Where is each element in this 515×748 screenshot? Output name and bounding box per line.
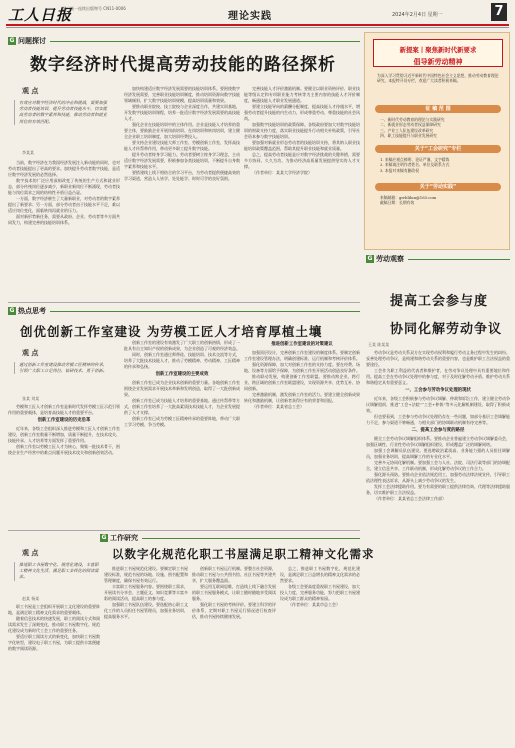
article1-column-3: 完善技能人才评价激励机制。要健全以职业资格评价、职业技能等级认定和专项职业能力考核等为主要内容的技能人才评价制度，畅通技能人才职业发展通道。 要建立技能导向的薪酬分配制度，提高技能人才待遇水平，增强劳动者提升技能的内生动力，形成尊重劳动、尊重技能的社会风尚。 加强数字技能培训的政策保障。各级政府要加大对数字技能培训的财政支持力度，落实职业技能提升行动相关补贴政策，引导社会资本参与数字技能培训。 要加强对新就业形态劳动者的技能培训支持，将其纳入职业技能培训政策覆盖范围，帮助其提升职业技能和就业质量。 总之，提高劳动者技能是应对数字经济挑战的关键举措，需要多方协同、久久为功，为推动经济高质量发展提供坚实的人才支撑。 （作者单位：某某大学经济学院） — [244, 86, 360, 175]
newspaper-logo: 工人日报 — [8, 6, 73, 24]
article1-lead — [14, 86, 108, 125]
divider — [8, 530, 360, 531]
article3-lead — [14, 548, 102, 581]
tag-rule — [50, 311, 360, 312]
article1-byline: 李某某 — [22, 150, 34, 155]
tag-label: 问题探讨 — [18, 37, 46, 45]
issue-date: 2024年2月4日 星期一 — [392, 12, 443, 18]
article3-column-2: 推进职工书屋规范化建设。要制定职工书屋建设标准，规范书屋的场地、设施、图书配置和管理制度，确保书屋有效运行。 丰富职工书屋服务内容。要围绕职工需求，开展读书分享会、主题征文、知识竞赛等丰富多彩的阅读活动，提高职工的参与度。 加强职工书屋队伍建设。要选配热心职工文化工作的人员担任书屋管理员，加强业务培训，提高服务水平。 — [104, 566, 188, 619]
article4-headline-line2[interactable]: 协同化解劳动争议 — [390, 322, 503, 337]
article1-column-2: 加快构建适应数字经济发展需要的技能培训体系。要围绕数字经济发展需要，完善职业技能培训制度，推动培训资源向数字技能领域倾斜，扩大数字技能培训规模，提高培训质量和效果。 要推动职业院校、技工院校与企业深度合作，共建实训基地，开发数字技能培训课程，培养一批适应数字经济发展需要的高技能人才。 强化企业在技能培训中的主体作用。企业是技能人才培养的重要主体，要鼓励企业开展岗前培训、在岗培训和转岗培训，建立健全企业职工培训制度，加大培训经费投入。 要支持企业建设技能大师工作室、劳模创新工作室，发挥高技能人才传帮带作用，带动更多职工提升数字技能。 提升劳动者终身学习能力。劳动者要树立终身学习理念，主动适应数字经济发展需要，积极参加各类技能培训，不断提升自身数字素养和技能水平。 要搭建线上线下相结合的学习平台，为劳动者提供便捷高效的学习渠道，营造人人皆学、处处能学、时时可学的良好氛围。 — [124, 86, 240, 181]
header-line-2: 倡导新劳动精神 — [413, 58, 463, 66]
list-item: 2. 来稿请注明作者姓名、单位及联系方式 — [380, 162, 450, 168]
list-item: 一、新时代劳动教育的理论与实践研究 — [380, 117, 445, 122]
list-item: 四、职工技能提升与职业发展研究 — [380, 133, 437, 139]
article4-tag — [366, 254, 510, 264]
tag-rule — [142, 538, 360, 539]
tag-rule — [50, 41, 360, 42]
article4-subhead: 一、工会参与劳动争议处理的现状 — [405, 388, 471, 393]
list-item: 三、产业工人队伍建设改革研究 — [380, 127, 434, 133]
article2-subhead-3: 推进创新工作室建设的对策建议 — [271, 342, 333, 347]
tag-label: 工作研究 — [110, 534, 138, 542]
article4-byline: 王某 陈某某 — [368, 342, 390, 347]
lead-title: 观 点 — [22, 549, 39, 557]
tag-letter: G — [101, 534, 107, 541]
list-item: 1. 来稿应观点鲜明、论证严谨、文字精炼 — [380, 157, 450, 162]
article2-tag — [8, 306, 360, 316]
article3-column-3: 创新职工书屋运行机制。要整合社会资源，推动职工书屋与公共图书馆、社区书屋等共建共享，扩大服务覆盖面。 要运用互联网思维，打造线上线下融合发展的职工书屋服务模式，让职工随时随地享受阅读服务。 强化职工书屋的考核评价。要建立科学的评价体系，定期对职工书屋运行情况进行检查评估，推动书屋持续健康发展。 — [192, 566, 276, 619]
article1-headline[interactable]: 数字经济时代提高劳动技能的路径探析 — [30, 55, 336, 75]
list-item: 二、新就业形态劳动者权益保障研究 — [380, 122, 441, 128]
article3-headline[interactable]: 以数字化规范化职工书屋满足职工精神文化需求 — [112, 547, 375, 561]
masthead — [0, 0, 515, 32]
article1-column-1: 当前，数字经济在为我国经济发展注入新动能的同时，也对劳动者技能提出了更高的要求。加快提升劳动者数字技能，是适应数字经济发展的必然选择。 数字技术的广泛应用深刻改变了传统的生产方式和就业形态，部分传统岗位逐步减少，新职业新岗位不断涌现，劳动者技能与岗位需求之间的结构性矛盾日益凸显。 一方面，数字经济催生了大量新职业，对劳动者的数字素养提出了新要求；另一方面，部分劳动者由于技能水平不足，难以适应岗位变化，面临转岗再就业的压力。 面对新形势新任务，需要从政府、企业、劳动者等多方面共同发力，构建完善的技能培训体系。 — [8, 160, 120, 225]
masthead-small-text: 国内统一连续出版物号 CN11-0006 — [62, 6, 126, 11]
article2-subhead-1: 创新工作室建设的历史沿革 — [37, 418, 91, 423]
article3-tag — [100, 533, 360, 543]
section-list-2 — [377, 157, 501, 173]
call-intro: 为深入学习贯彻习近平新时代中国特色社会主义思想，推动劳动教育理论研究，本报特开设专栏，欢迎广大读者积极来稿。 — [377, 73, 499, 84]
section-heading-1: 征 稿 范 围 — [375, 105, 501, 113]
article2-column-1: 劳模和工匠人才创新工作室是新时代发挥劳模工匠示范引领作用的重要载体，是培育高技能人才的重要平台。 创新工作室建设的历史沿革 近年来，各级工会组织深入推进劳模和工匠人才创新工作室建设，创新工作室数量不断增加，质量不断提升，在技术攻关、技能传承、人才培养等方面发挥了重要作用。 创新工作室以劳模工匠人才为核心，聚集一批技术骨干，围绕企业生产经营中的难点问题开展技术攻关和创新创效活动。 — [8, 404, 120, 455]
list-item: 3. 本报对来稿有删改权 — [380, 167, 420, 173]
header-line-1: 新提案丨聚焦新时代新要求 — [399, 46, 477, 54]
article2-column-3: 推进创新工作室建设的对策建议 加强顶层设计，完善创新工作室建设的制度体系。要制定创新工作室建设管理办法，明确创建标准、运行机制和考核评价体系。 强化资源保障，加大对创新工作室的支持力度。要在经费、场地、设备等方面给予保障，为创新工作室开展活动创造良好条件。 推动联动发展，构建创新工作室联盟。要推动跨企业、跨行业、跨区域的创新工作室联盟建设，实现资源共享、优势互补、协同创新。 完善激励机制，激发创新工作室的活力。要建立健全创新成果转化和激励机制，让创新者获得应有的荣誉和回报。 （作者单位：某某省总工会） — [244, 342, 360, 409]
page-number: 7 — [491, 3, 507, 21]
tag-label: 劳动观察 — [376, 255, 404, 263]
article3-column-4: 总之，推进职工书屋数字化、规范化建设，是满足职工日益增长的精神文化需求的必然要求。 各级工会要高度重视职工书屋建设，加大投入力度，完善服务功能，努力把职工书屋建设成为职工群众的精神家园。 （作者单位：某某市总工会） — [280, 566, 360, 607]
masthead-rule-thin — [6, 27, 509, 28]
article2-column-2: 创新工作室的建设有效激发了广大职工的创新热情，形成了一批具有自主知识产权的创新成果，为企业创造了可观的经济效益。 同时，创新工作室通过师带徒、技能培训、技术交流等方式，培养了大批技术技能人才，推动了劳模精神、劳动精神、工匠精神的传承和弘扬。 创新工作室建设的主要成效 创新工作室已成为企业技术创新的重要力量。各地创新工作室围绕企业发展需求开展技术革新和发明创造，取得了一大批创新成果。 创新工作室已成为技能人才培养的重要基地。通过传帮带等方式，创新工作室培养了一大批高素质技术技能人才，为企业发展提供了人才支撑。 创新工作室已成为劳模工匠精神传承的重要阵地，带动广大职工学习劳模、争当劳模。 — [124, 340, 240, 427]
article3-byline: 赵某 杨某 — [22, 596, 40, 601]
lead-text: 通过创新工作室建设推动劳模工匠精神的传承，引领广大职工立足岗位、钻研技术、勇于创新。 — [14, 362, 108, 374]
masthead-rule — [6, 24, 509, 26]
section-list-3 — [377, 195, 501, 206]
tag-letter: G — [9, 37, 15, 44]
article3-column-1: 职工书屋是工会组织开展职工文化建设的重要阵地，是满足职工精神文化需求的重要载体。 随着信息技术的快速发展，职工的阅读方式和阅读需求发生了深刻变化，推动职工书屋数字化、规范化建设成为新时代工会工作的重要任务。 要适应职工阅读方式的新变化，加快职工书屋数字化转型，建设电子职工书屋，为职工提供丰富便捷的数字阅读资源。 — [8, 604, 100, 651]
section-heading-3: 关于“劳动实践” — [375, 183, 501, 191]
lead-title: 观 点 — [22, 349, 39, 357]
section-list-1 — [377, 117, 501, 139]
list-item: 来稿邮箱：grrblilun@163.com — [380, 195, 437, 200]
tag-label: 热点思考 — [18, 307, 46, 315]
article4-headline-line1[interactable]: 提高工会参与度 — [390, 294, 489, 309]
article2-headline[interactable]: 创优创新工作室建设 为劳模工匠人才培育厚植土壤 — [20, 324, 323, 339]
call-for-papers-box — [364, 32, 510, 250]
list-item: 截稿日期：长期有效 — [380, 200, 415, 206]
lead-title: 观 点 — [22, 87, 39, 95]
lead-text: 有效应对数字经济时代的冲击和挑战，需要加强劳动者技能培训，提升劳动者技能水平，切实提高劳动者的数字素养和技能，推动劳动者和就业岗位的有效匹配。 — [14, 100, 108, 125]
article2-lead — [14, 348, 108, 374]
section-title: 理论实践 — [228, 11, 272, 22]
tag-letter: G — [367, 255, 373, 262]
article2-byline: 张某 刘某 — [22, 396, 40, 401]
tag-rule — [408, 259, 510, 260]
call-for-papers-header — [373, 39, 503, 67]
tag-letter: G — [9, 307, 15, 314]
article4-subhead: 二、提高工会参与度的路径 — [411, 428, 465, 433]
lead-text: 推进职工书屋数字化、规范化建设，丰富职工精神文化生活，满足职工多样化的阅读需求。 — [14, 562, 102, 581]
divider — [8, 302, 360, 303]
section-heading-2: 关于“工会研究”专栏 — [375, 145, 501, 153]
article1-tag — [8, 36, 360, 46]
article4-body: 劳动争议是劳动关系双方在实现劳动权利和履行劳动义务过程中发生的纠纷。妥善处理劳动争议，是构建和谐劳动关系的重要内容，也是维护职工合法权益的重要途径。 工会作为职工利益的代表者和维护者，在劳动争议处理中具有重要地位和作用。提高工会在劳动争议处理中的参与度，对于及时化解劳动矛盾、维护劳动关系和谐稳定具有重要意义。 一、工会参与劳动争议处理的现状 近年来，各级工会积极参与劳动争议调解、仲裁和诉讼工作，建立健全劳动争议调解组织，推进“工会+法院”“工会+仲裁”等多元化解机制建设，取得了积极成效。 但也要看到，工会参与劳动争议处理仍存在一些问题，如部分基层工会调解能力不足，参与渠道不够畅通，与相关部门的协调联动机制有待完善等。 二、提高工会参与度的路径 健全工会劳动争议调解组织体系。要推动企业普遍建立劳动争议调解委员会，加强区域性、行业性劳动争议调解组织建设，形成覆盖广泛的调解网络。 加强工会调解员队伍建设。要选聘政治素质高、业务能力强的人员担任调解员，加强业务培训，提高调解工作的专业化水平。 完善多元协同化解机制。要加强工会与人社、法院、司法行政等部门的协调配合，建立信息共享、工作联动机制，形成化解劳动争议的工作合力。 强化源头预防。要推动企业依法规范用工，加强劳动法律法规宣传，引导职工依法理性表达诉求，从源头上减少劳动争议的发生。 发挥工会法律援助作用。要为有需要的职工提供法律咨询、代理等法律援助服务，切实维护职工合法权益。 （作者单位：某某省总工会法律工作部） — [366, 350, 510, 501]
article2-subhead-2: 创新工作室建设的主要成效 — [155, 372, 209, 377]
